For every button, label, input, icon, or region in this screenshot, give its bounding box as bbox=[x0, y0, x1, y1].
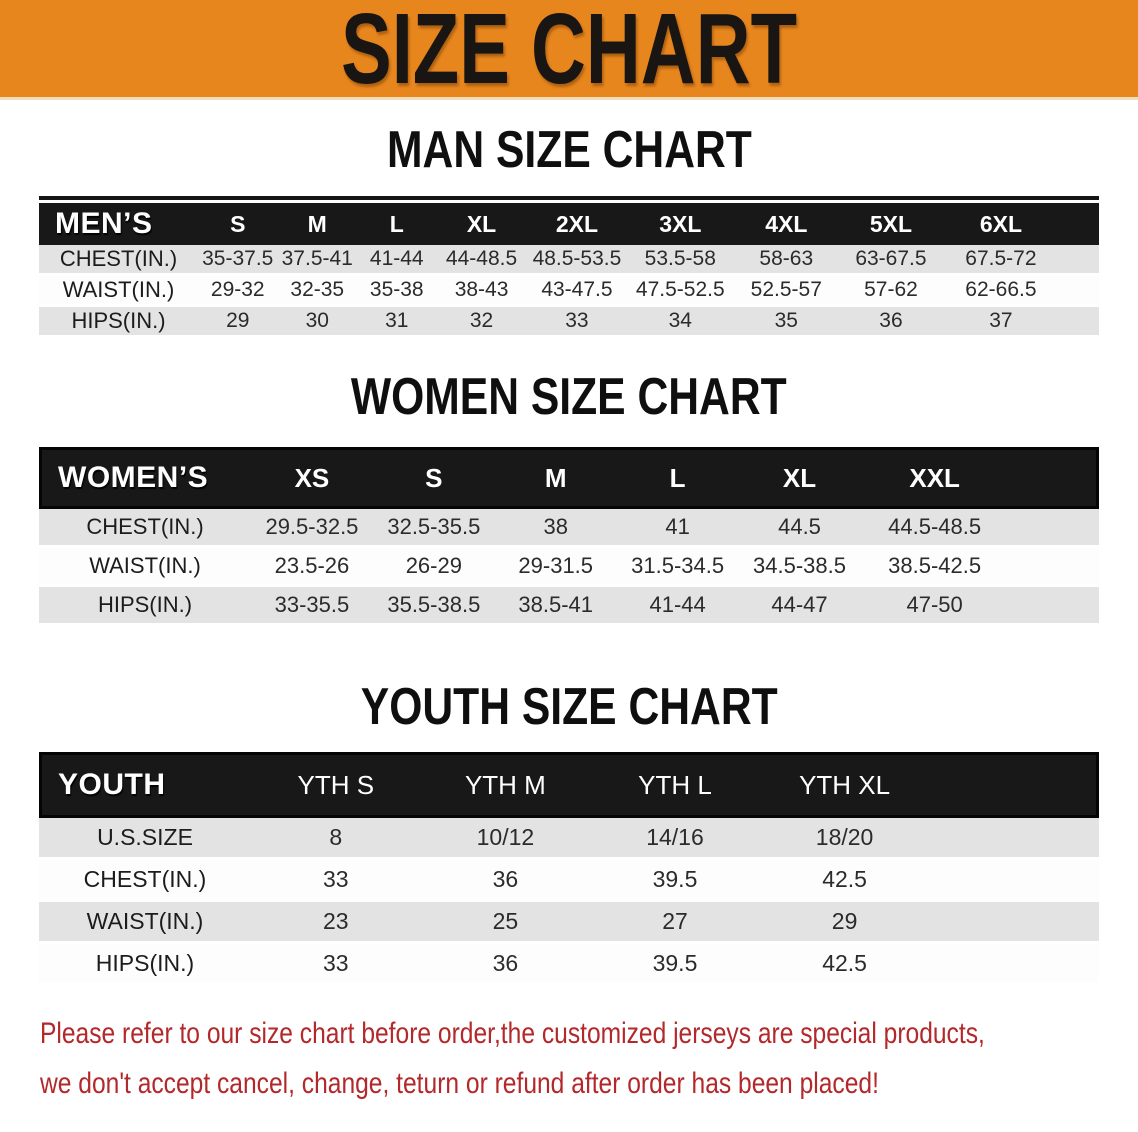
women-hips-row bbox=[39, 587, 1099, 626]
women-size-chart-heading-text: WOMEN SIZE CHART bbox=[351, 368, 787, 426]
size-cell: 63-67.5 bbox=[839, 245, 942, 276]
size-cell: 30 bbox=[278, 307, 358, 338]
men-size-table bbox=[39, 203, 1099, 338]
youth-waist-row bbox=[39, 902, 1099, 944]
size-cell: 18/20 bbox=[760, 818, 930, 860]
size-cell: 23.5-26 bbox=[251, 548, 373, 587]
row-label: HIPS(IN.) bbox=[39, 587, 251, 626]
row-label: U.S.SIZE bbox=[39, 818, 251, 860]
spacer-cell bbox=[1059, 203, 1099, 245]
men-col-xl: XL bbox=[437, 203, 527, 245]
youth-col-xl: YTH XL bbox=[760, 752, 930, 818]
size-cell: 38.5-42.5 bbox=[860, 548, 1008, 587]
women-header-row bbox=[39, 447, 1099, 509]
men-col-s: S bbox=[198, 203, 278, 245]
size-cell: 44.5 bbox=[739, 509, 861, 548]
size-chart-banner bbox=[0, 0, 1138, 105]
size-cell: 38.5-41 bbox=[495, 587, 617, 626]
women-col-s: S bbox=[373, 447, 495, 509]
women-waist-row bbox=[39, 548, 1099, 587]
size-cell: 35 bbox=[733, 307, 839, 338]
size-cell: 44-47 bbox=[739, 587, 861, 626]
size-cell: 10/12 bbox=[421, 818, 591, 860]
size-cell: 31.5-34.5 bbox=[617, 548, 739, 587]
banner-title: SIZE CHART bbox=[341, 0, 797, 105]
men-col-5xl: 5XL bbox=[839, 203, 942, 245]
size-cell: 38-43 bbox=[437, 276, 527, 307]
youth-size-table-wrap bbox=[39, 752, 1099, 986]
size-cell: 67.5-72 bbox=[943, 245, 1060, 276]
men-col-2xl: 2XL bbox=[527, 203, 628, 245]
size-cell: 62-66.5 bbox=[943, 276, 1060, 307]
women-size-table bbox=[39, 447, 1099, 626]
spacer-cell bbox=[1009, 447, 1099, 509]
size-cell: 38 bbox=[495, 509, 617, 548]
women-col-xs: XS bbox=[251, 447, 373, 509]
men-chest-row bbox=[39, 245, 1099, 276]
youth-col-m: YTH M bbox=[421, 752, 591, 818]
size-cell: 33 bbox=[251, 860, 421, 902]
youth-table-label: YOUTH bbox=[39, 752, 251, 818]
size-cell: 29-31.5 bbox=[495, 548, 617, 587]
size-cell: 29 bbox=[760, 902, 930, 944]
row-label: HIPS(IN.) bbox=[39, 307, 198, 338]
size-cell: 8 bbox=[251, 818, 421, 860]
row-label: HIPS(IN.) bbox=[39, 944, 251, 986]
men-hips-row bbox=[39, 307, 1099, 338]
size-cell: 32 bbox=[437, 307, 527, 338]
men-table-label: MEN’S bbox=[39, 203, 198, 245]
men-col-4xl: 4XL bbox=[733, 203, 839, 245]
men-waist-row bbox=[39, 276, 1099, 307]
row-label: CHEST(IN.) bbox=[39, 509, 251, 548]
size-cell: 33 bbox=[527, 307, 628, 338]
spacer-cell bbox=[1009, 509, 1099, 548]
footer-disclaimer bbox=[40, 1011, 1138, 1111]
spacer-cell bbox=[1059, 276, 1099, 307]
youth-chest-row bbox=[39, 860, 1099, 902]
size-cell: 41-44 bbox=[357, 245, 437, 276]
size-cell: 33 bbox=[251, 944, 421, 986]
size-cell: 31 bbox=[357, 307, 437, 338]
size-cell: 44.5-48.5 bbox=[860, 509, 1008, 548]
spacer-cell bbox=[1009, 548, 1099, 587]
size-cell: 23 bbox=[251, 902, 421, 944]
men-col-m: M bbox=[278, 203, 358, 245]
size-cell: 39.5 bbox=[590, 944, 760, 986]
size-cell: 32.5-35.5 bbox=[373, 509, 495, 548]
size-cell: 27 bbox=[590, 902, 760, 944]
size-cell: 36 bbox=[839, 307, 942, 338]
women-chest-row bbox=[39, 509, 1099, 548]
size-cell: 53.5-58 bbox=[627, 245, 733, 276]
man-size-chart-heading-text: MAN SIZE CHART bbox=[386, 121, 752, 179]
size-cell: 41-44 bbox=[617, 587, 739, 626]
men-table-top-rule bbox=[39, 196, 1099, 200]
size-cell: 33-35.5 bbox=[251, 587, 373, 626]
size-cell: 52.5-57 bbox=[733, 276, 839, 307]
size-cell: 36 bbox=[421, 944, 591, 986]
row-label: WAIST(IN.) bbox=[39, 276, 198, 307]
youth-size-chart-heading bbox=[0, 678, 1138, 736]
youth-col-l: YTH L bbox=[590, 752, 760, 818]
spacer-cell bbox=[929, 902, 1099, 944]
spacer-cell bbox=[1059, 245, 1099, 276]
man-size-chart-heading bbox=[0, 121, 1138, 179]
size-cell: 43-47.5 bbox=[527, 276, 628, 307]
men-col-l: L bbox=[357, 203, 437, 245]
youth-size-chart-heading-text: YOUTH SIZE CHART bbox=[360, 678, 778, 736]
size-cell: 37.5-41 bbox=[278, 245, 358, 276]
women-table-label: WOMEN’S bbox=[39, 447, 251, 509]
size-cell: 34 bbox=[627, 307, 733, 338]
youth-size-table bbox=[39, 752, 1099, 986]
size-cell: 26-29 bbox=[373, 548, 495, 587]
women-col-l: L bbox=[617, 447, 739, 509]
row-label: CHEST(IN.) bbox=[39, 245, 198, 276]
row-label: CHEST(IN.) bbox=[39, 860, 251, 902]
youth-ussize-row bbox=[39, 818, 1099, 860]
size-cell: 32-35 bbox=[278, 276, 358, 307]
women-col-xxl: XXL bbox=[860, 447, 1008, 509]
men-col-3xl: 3XL bbox=[627, 203, 733, 245]
size-cell: 47.5-52.5 bbox=[627, 276, 733, 307]
youth-hips-row bbox=[39, 944, 1099, 986]
spacer-cell bbox=[1009, 587, 1099, 626]
size-cell: 29 bbox=[198, 307, 278, 338]
size-cell: 37 bbox=[943, 307, 1060, 338]
size-cell: 57-62 bbox=[839, 276, 942, 307]
size-cell: 47-50 bbox=[860, 587, 1008, 626]
size-cell: 14/16 bbox=[590, 818, 760, 860]
size-cell: 48.5-53.5 bbox=[527, 245, 628, 276]
size-cell: 35-37.5 bbox=[198, 245, 278, 276]
footer-disclaimer-line2: we don't accept cancel, change, teturn or refund after order has been placed! bbox=[40, 1067, 879, 1100]
size-cell: 44-48.5 bbox=[437, 245, 527, 276]
footer-disclaimer-line1: Please refer to our size chart before order,the customized jerseys are special products, bbox=[40, 1017, 985, 1050]
spacer-cell bbox=[929, 860, 1099, 902]
row-label: WAIST(IN.) bbox=[39, 548, 251, 587]
women-col-m: M bbox=[495, 447, 617, 509]
size-cell: 29-32 bbox=[198, 276, 278, 307]
row-label: WAIST(IN.) bbox=[39, 902, 251, 944]
size-cell: 25 bbox=[421, 902, 591, 944]
women-col-xl: XL bbox=[739, 447, 861, 509]
spacer-cell bbox=[1059, 307, 1099, 338]
size-cell: 41 bbox=[617, 509, 739, 548]
spacer-cell bbox=[929, 818, 1099, 860]
size-cell: 39.5 bbox=[590, 860, 760, 902]
size-cell: 35.5-38.5 bbox=[373, 587, 495, 626]
men-col-6xl: 6XL bbox=[943, 203, 1060, 245]
youth-col-s: YTH S bbox=[251, 752, 421, 818]
youth-header-row bbox=[39, 752, 1099, 818]
size-cell: 58-63 bbox=[733, 245, 839, 276]
size-cell: 42.5 bbox=[760, 860, 930, 902]
women-size-chart-heading bbox=[0, 368, 1138, 426]
spacer-cell bbox=[929, 752, 1099, 818]
size-cell: 35-38 bbox=[357, 276, 437, 307]
size-cell: 29.5-32.5 bbox=[251, 509, 373, 548]
women-size-table-wrap bbox=[39, 447, 1099, 626]
size-cell: 36 bbox=[421, 860, 591, 902]
size-cell: 34.5-38.5 bbox=[739, 548, 861, 587]
men-size-table-wrap bbox=[39, 196, 1099, 338]
spacer-cell bbox=[929, 944, 1099, 986]
size-cell: 42.5 bbox=[760, 944, 930, 986]
men-header-row bbox=[39, 203, 1099, 245]
